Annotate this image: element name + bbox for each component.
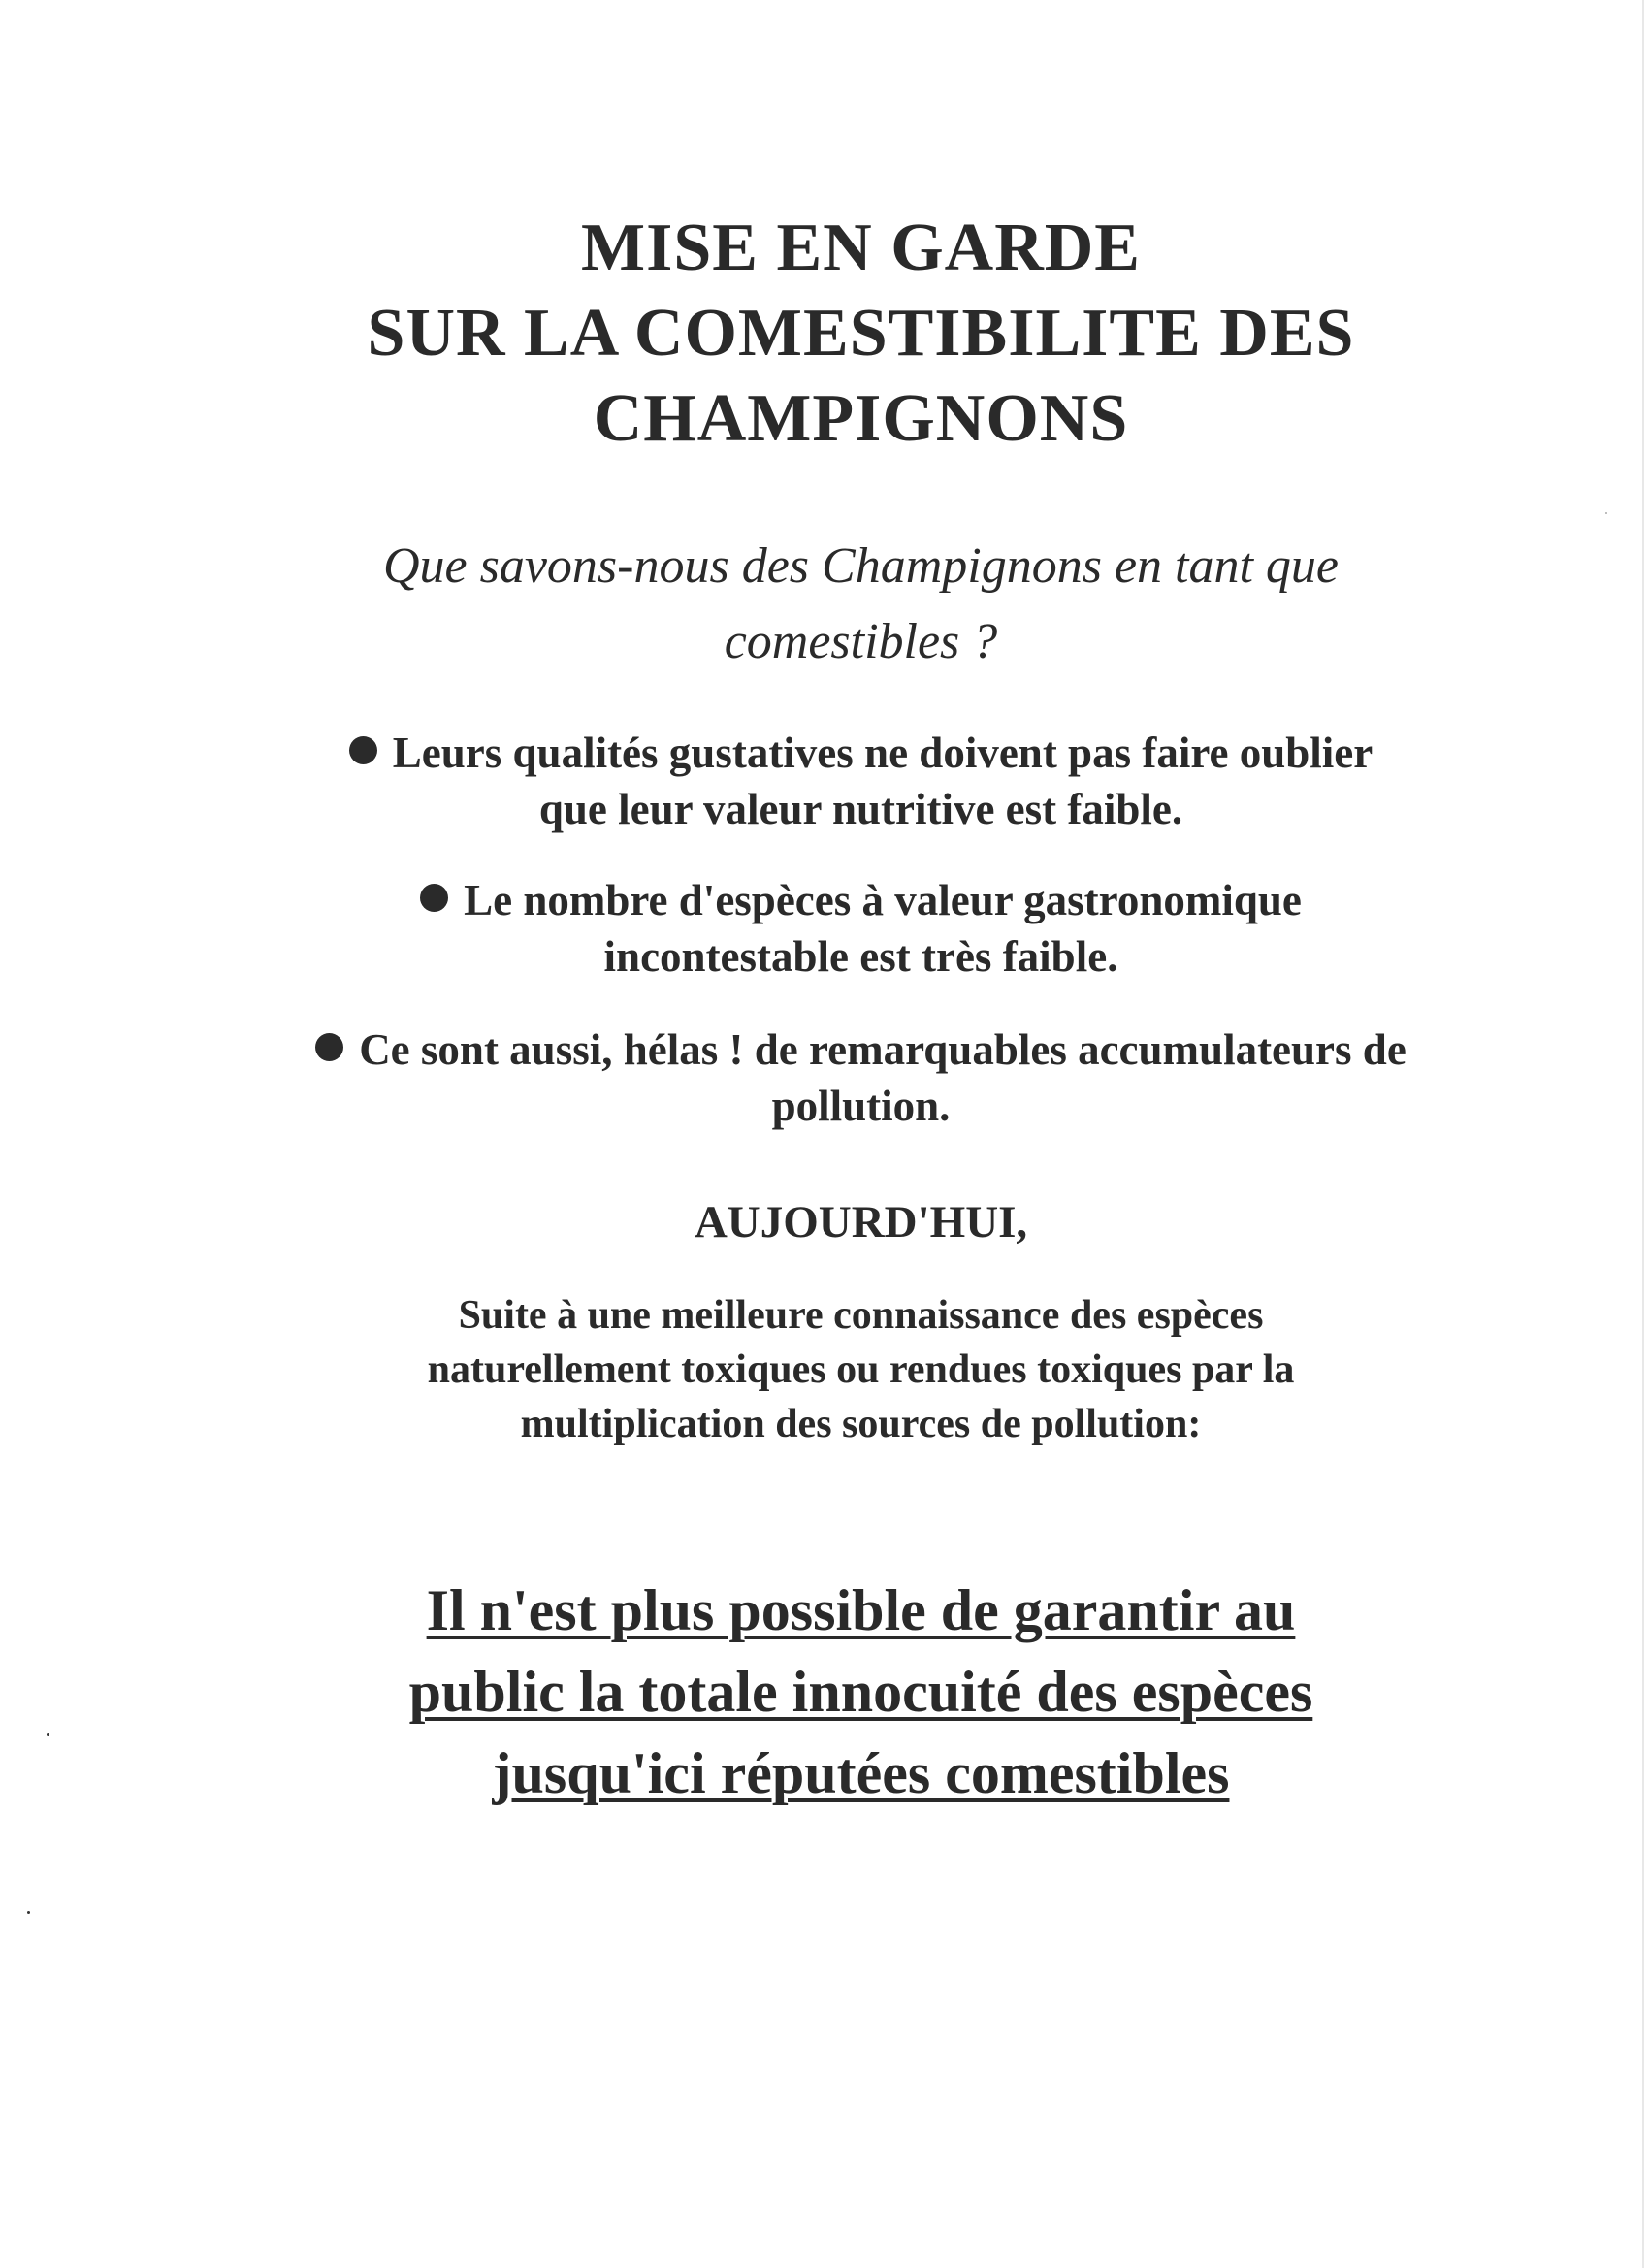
paragraph-line-1: Suite à une meilleure connaissance des espèces (458, 1293, 1264, 1338)
bullet-1-line-2: que leur valeur nutritive est faible. (538, 785, 1183, 833)
bullet-dot-icon (349, 736, 377, 764)
bullet-3-line-2: pollution. (771, 1082, 951, 1130)
bullet-item-3 (223, 1021, 1499, 1134)
bullet-2-line-1: Le nombre d'espèces à valeur gastronomique (464, 876, 1302, 924)
subtitle-line-2: comestibles ? (724, 614, 998, 669)
bullet-2-line-2: incontestable est très faible. (603, 932, 1118, 981)
paragraph-line-2: naturellement toxiques ou rendues toxiques par la (427, 1347, 1295, 1392)
bullet-3-line-1: Ce sont aussi, hélas ! de remarquables accumulateurs de (359, 1025, 1406, 1074)
bullet-item-2 (223, 872, 1499, 985)
paragraph-line-3: multiplication des sources de pollution: (520, 1402, 1202, 1446)
scan-speck (27, 1911, 30, 1914)
warning-line-3: jusqu'ici réputées comestibles (492, 1741, 1230, 1805)
bullet-dot-icon (420, 884, 448, 912)
page-title (242, 206, 1479, 462)
subtitle-line-1: Que savons-nous des Champignons en tant que (382, 538, 1340, 594)
bullet-item-1 (223, 725, 1499, 837)
context-paragraph (242, 1288, 1479, 1451)
scan-speck (47, 1733, 49, 1736)
title-line-3: CHAMPIGNONS (593, 381, 1129, 456)
subtitle-question (242, 529, 1479, 680)
scan-edge (1642, 0, 1644, 2268)
warning-line-2: public la totale innocuité des espèces (408, 1660, 1313, 1724)
bullet-dot-icon (315, 1033, 343, 1061)
title-line-2: SUR LA COMESTIBILITE DES (367, 296, 1355, 371)
warning-line-1: Il n'est plus possible de garantir au (426, 1578, 1296, 1642)
bullet-1-line-1: Leurs qualités gustatives ne doivent pas faire oublier (392, 729, 1374, 777)
today-heading: AUJOURD'HUI, (694, 1197, 1028, 1247)
scan-speck (1605, 512, 1607, 514)
title-line-1: MISE EN GARDE (581, 211, 1141, 285)
warning-statement (242, 1570, 1479, 1814)
